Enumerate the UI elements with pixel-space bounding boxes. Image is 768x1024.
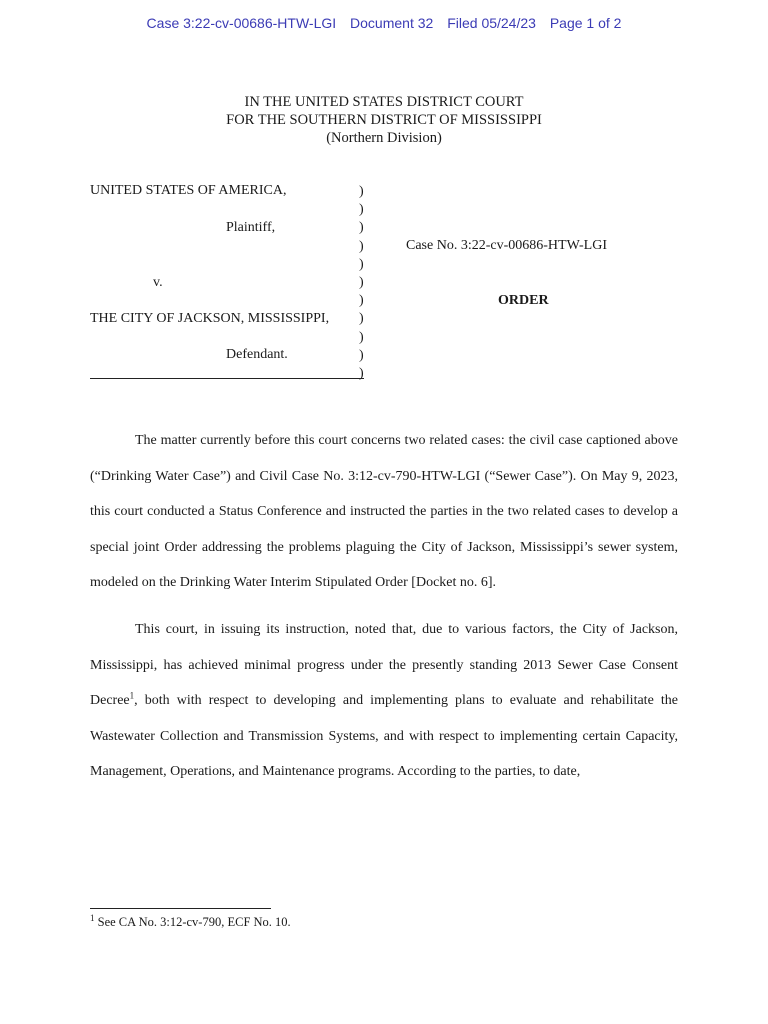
plaintiff-role: Plaintiff, [226,220,276,235]
document-title: ORDER [498,293,549,308]
footnote-divider [90,908,271,909]
ecf-header-stamp [0,15,768,31]
caption-parentheses [359,183,364,383]
paragraph-2-end: , both with respect to developing and implementing plans to evaluate and rehabilitate the Wastewater Collection and Transmission Systems, and with respect to implementing certain Capacity, Management, Operations, and Maintenance programs. According to the parties, to date, [90,693,678,780]
header-document: Document 32 [350,15,434,31]
paragraph-2 [90,612,678,790]
header-page-count: Page 1 of 2 [549,15,622,31]
court-district: FOR THE SOUTHERN DISTRICT OF MISSISSIPPI [226,112,542,128]
order-body [90,423,678,790]
case-caption [90,183,690,383]
court-title [0,93,768,147]
case-number: Case No. 3:22-cv-00686-HTW-LGI [406,238,608,253]
court-division: (Northern Division) [326,130,442,146]
footnote [90,912,291,930]
plaintiff-name: UNITED STATES OF AMERICA, [90,183,287,198]
versus: v. [153,275,163,290]
paren: ) [359,311,364,327]
defendant-name: THE CITY OF JACKSON, MISSISSIPPI, [90,311,330,326]
court-name: IN THE UNITED STATES DISTRICT COURT [244,94,524,110]
paren: ) [359,347,364,363]
paren: ) [359,329,364,345]
caption-divider [90,378,364,379]
paragraph-2-start: This court, in issuing its instruction, noted that, due to various factors, the City of Jackson, Mississippi, has achieved minimal progress under the presently standing 2013 Sewer Case Consent Decree [90,621,678,709]
defendant-role: Defendant. [226,347,288,362]
paren: ) [359,274,364,290]
paren: ) [359,238,364,254]
paren: ) [359,202,364,218]
paren: ) [359,220,364,236]
paren: ) [359,365,364,381]
paragraph-1: The matter currently before this court concerns two related cases: the civil case captioned above (“Drinking Water Case”) and Civil Case No. 3:12-cv-790-HTW-LGI (“Sewer Case”). On May 9, 2023, this court conducted a Status Conference and instructed the parties in the two related cases to develop a special joint Order addressing the problems plaguing the City of Jackson, Mississippi’s sewer system, modeled on the Drinking Water Interim Stipulated Order [Docket no. 6]. [90,433,678,591]
paren: ) [359,293,364,309]
footnote-text: See CA No. 3:12-cv-790, ECF No. 10. [94,915,291,929]
paren: ) [359,256,364,272]
paren: ) [359,184,364,199]
footnote-mark: 1 [90,912,95,923]
header-filed-date: Filed 05/24/23 [447,15,536,31]
header-case-number: Case 3:22-cv-00686-HTW-LGI [146,15,337,31]
footnote-reference: 1 [129,690,135,701]
